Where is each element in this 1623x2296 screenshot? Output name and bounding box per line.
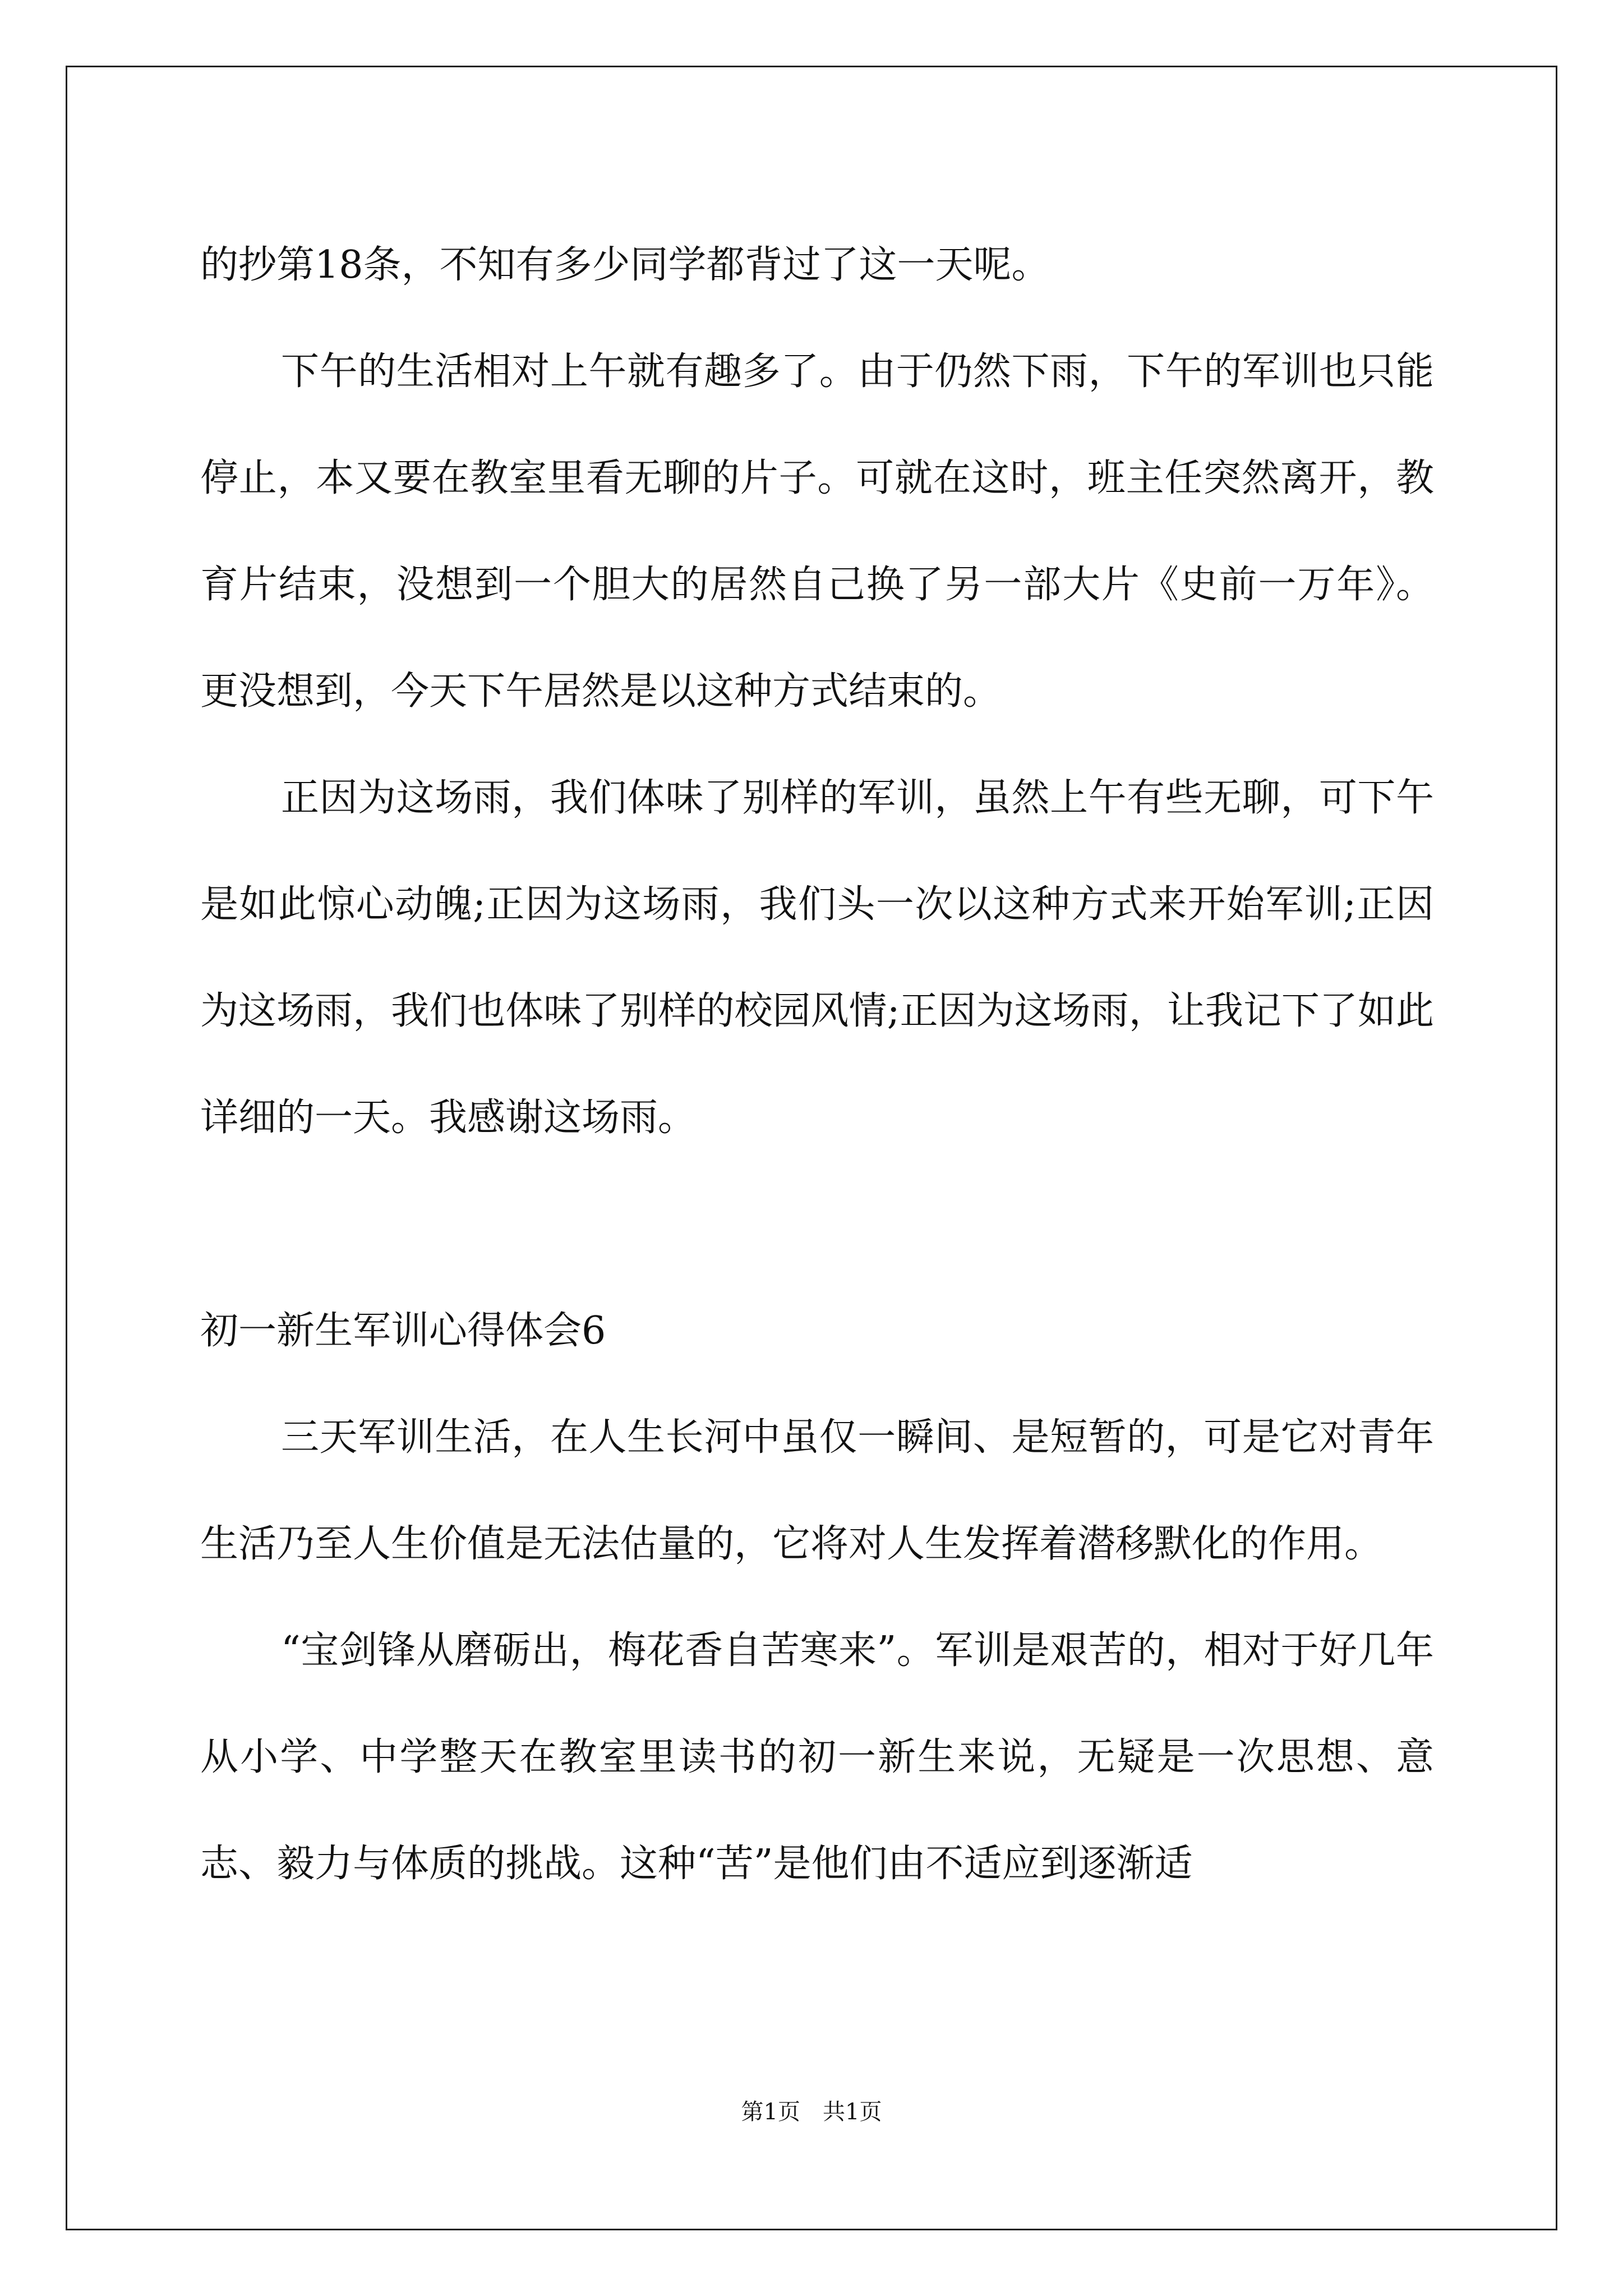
paragraph: 下午的生活相对上午就有趣多了。由于仍然下雨，下午的军训也只能停止，本又要在教室里看无聊的片子。可就在这时，班主任突然离开，教育片结束，没想到一个胆大的居然自己换了另一部大片《史前一万年》。更没想到，今天下午居然是以这种方式结束的。 [200,349,1434,714]
paragraph: 正因为这场雨，我们体味了别样的军训，虽然上午有些无聊，可下午是如此惊心动魄;正因为这场雨，我们头一次以这种方式来开始军训;正因为这场雨，我们也体味了别样的校园风情;正因为这场雨，让我记下了如此详细的一天。我感谢这场雨。 [200,776,1434,1140]
paragraph: 的抄第18条，不知有多少同学都背过了这一天呢。 [200,243,1050,287]
paragraph: 三天军训生活，在人生长河中虽仅一瞬间、是短暂的，可是它对青年生活乃至人生价值是无法估量的，它将对人生发挥着潜移默化的作用。 [200,1415,1434,1566]
section-title: 初一新生军训心得体会6 [200,1309,606,1353]
document-body [200,212,1434,1917]
section-gap [200,1171,1434,1278]
paragraph: “宝剑锋从磨砺出，梅花香自苦寒来”。军训是艰苦的，相对于好几年从小学、中学整天在教室里读书的初一新生来说，无疑是一次思想、意志、毅力与体质的挑战。这种“苦”是他们由不适应到逐渐适 [200,1628,1434,1886]
page-footer: 第1页 共1页 [741,2099,882,2125]
